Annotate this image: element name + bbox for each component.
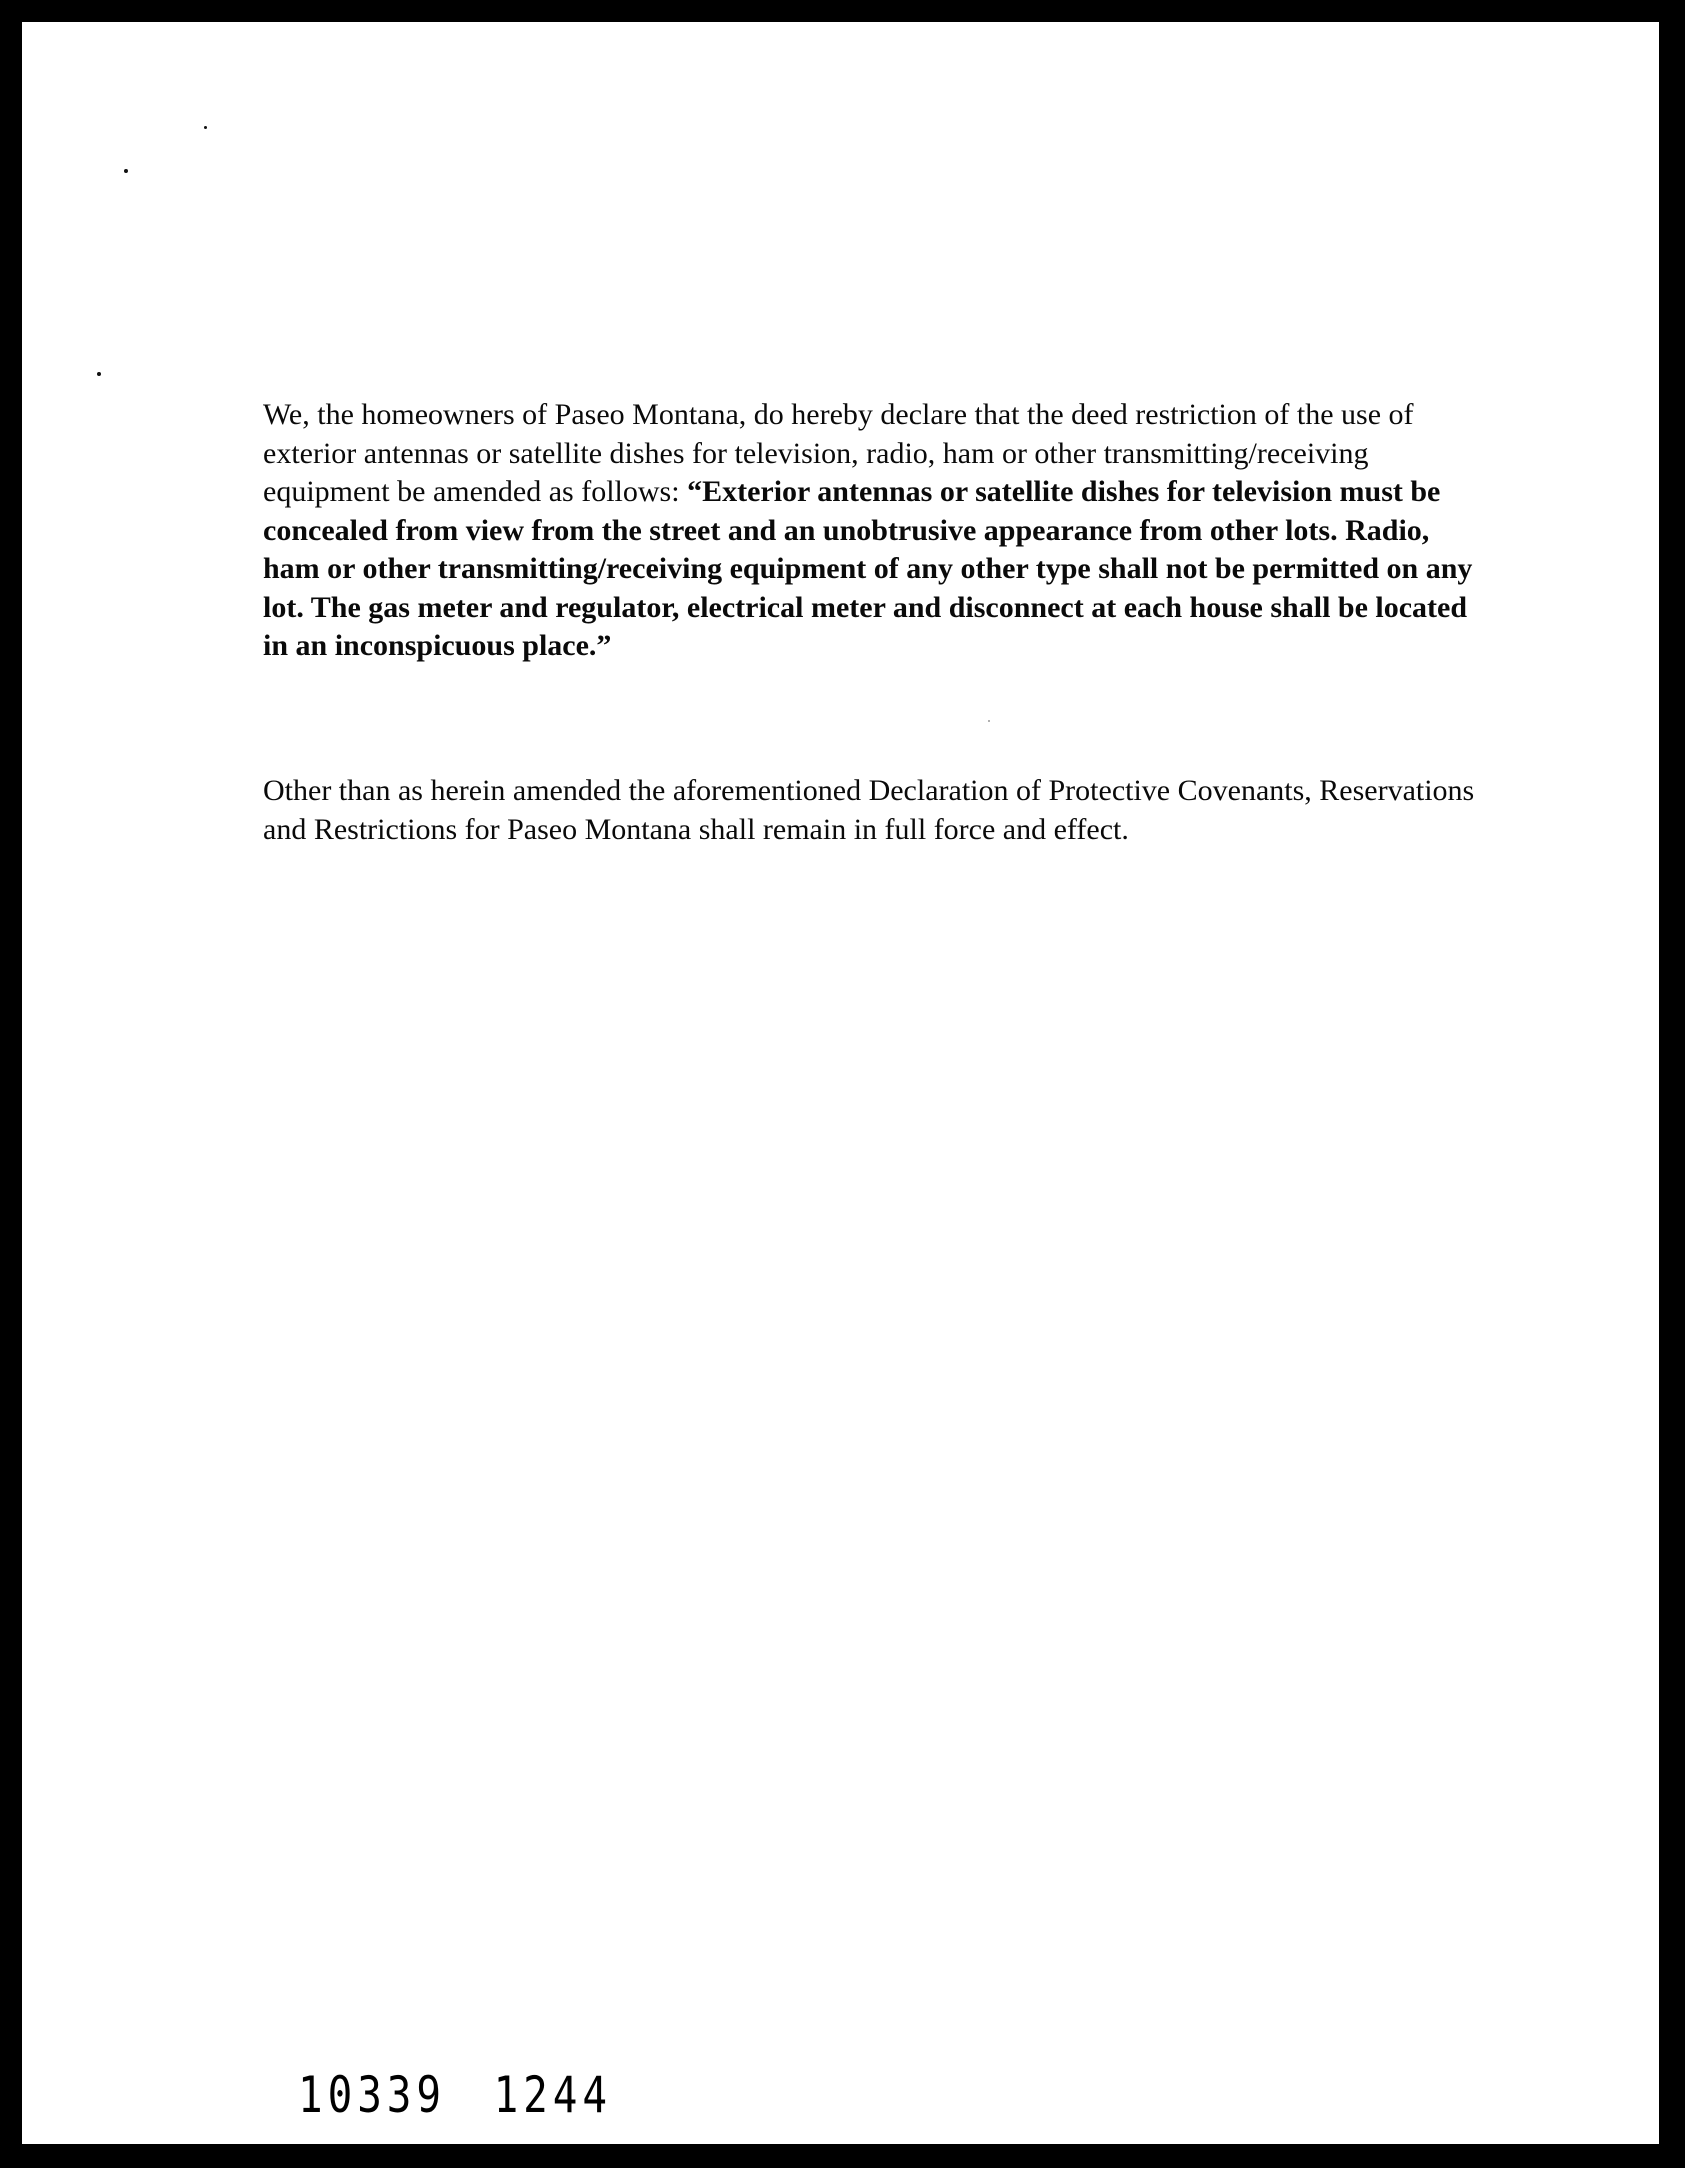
reference-code-right: 1244 — [493, 2066, 613, 2124]
scan-speck — [124, 169, 128, 173]
remaining-effect-paragraph: Other than as herein amended the aforementioned Declaration of Protective Covenants, Reservations and Restrictions for Paseo Montana shall remain in full force and effect. — [263, 774, 1475, 846]
reference-code-left: 10339 — [298, 2066, 447, 2124]
scan-speck — [988, 720, 990, 722]
scan-speck — [97, 372, 101, 376]
amendment-intro-text: We, the homeowners of Paseo Montana, do hereby declare that the deed restriction of the use of exterior antennas or satellite dishes for television, radio, ham or other transmitting/receiving equipment be amended as follows: — [263, 398, 1414, 508]
scan-speck — [204, 126, 207, 129]
amendment-quoted-text: “Exterior antennas or satellite dishes for television must be concealed from view from the street and an unobtrusive appearance from other lots. Radio, ham or other transmitting/receiving equipment of any other type shall not be permitted on any lot. The gas meter and regulator, electrical meter and disconnect at each house shall be located in an inconspicuous place.” — [263, 475, 1473, 662]
document-page — [22, 22, 1659, 2144]
document-reference-number — [298, 2066, 612, 2124]
amendment-paragraph — [263, 396, 1493, 666]
